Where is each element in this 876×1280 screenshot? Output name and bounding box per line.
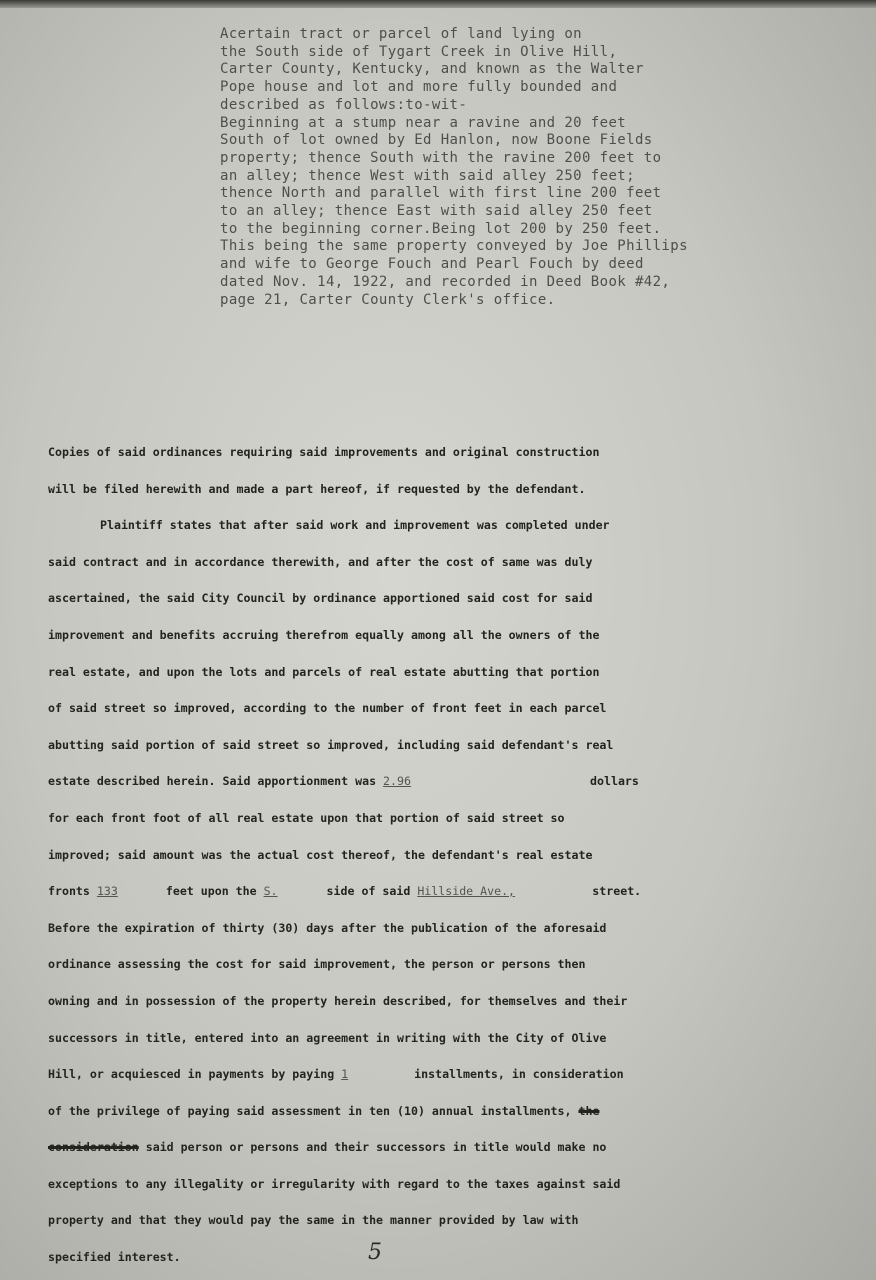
legal-line: and wife to George Fouch and Pearl Fouch by deed [220,256,644,273]
body-line [48,1129,838,1166]
body-line: specified interest. [48,1250,181,1265]
page-top-edge [0,0,876,8]
body-line: will be filed herewith and made a part hereof, if requested by the defendant. [48,481,586,496]
legal-description-block [220,26,820,309]
legal-line: to an alley; thence East with said alley 250 feet [220,203,653,220]
legal-line: the South side of Tygart Creek in Olive Hill, [220,43,618,60]
legal-line: Beginning at a stump near a ravine and 20 feet [220,114,627,131]
page-number: 5 [368,1240,382,1265]
body-line: Plaintiff states that after said work and improvement was completed under [100,518,610,533]
legal-line: property; thence South with the ravine 200 feet to [220,149,662,166]
petition-body-text [48,434,838,1276]
body-line [48,763,838,800]
body-text: side of said [319,884,418,899]
street-name-field: Hillside Ave., [417,884,516,899]
front-feet-field: 133 [96,884,118,899]
body-line: real estate, and upon the lots and parcels of real estate abutting that portion [48,664,600,679]
apportionment-amount-field: 2.96 [383,774,411,789]
legal-line: dated Nov. 14, 1922, and recorded in Deed Book #42, [220,273,671,290]
legal-line: South of lot owned by Ed Hanlon, now Boone Fields [220,132,653,149]
body-text: installments, in consideration [407,1067,624,1082]
body-line: ordinance assessing the cost for said improvement, the person or persons then [48,957,586,972]
body-text: of the privilege of paying said assessment in ten (10) annual installments, [48,1103,579,1118]
legal-line: to the beginning corner.Being lot 200 by 250 feet. [220,220,662,237]
legal-line: described as follows:to-wit- [220,96,468,113]
body-line: of said street so improved, according to the number of front feet in each parcel [48,701,607,716]
struck-word: the [578,1103,600,1118]
legal-line: thence North and parallel with first line 200 feet [220,185,662,202]
body-line: said contract and in accordance therewith, and after the cost of same was duly [48,554,593,569]
body-text: Hill, or acquiesced in payments by paying [48,1067,342,1082]
body-text: said person or persons and their successors in title would make no [138,1140,607,1155]
body-line: improvement and benefits accruing therefrom equally among all the owners of the [48,627,600,642]
body-line [48,1056,838,1093]
installments-count-field: 1 [341,1067,349,1082]
body-line: improved; said amount was the actual cost thereof, the defendant's real estate [48,847,593,862]
body-text: street. [585,884,642,899]
body-line [48,1093,838,1130]
legal-line: Acertain tract or parcel of land lying on [220,26,582,42]
legal-line: Pope house and lot and more fully bounded and [220,79,618,96]
body-text: feet upon the [158,884,264,899]
street-side-field: S. [263,884,278,899]
body-line: exceptions to any illegality or irregularity with regard to the taxes against said [48,1176,621,1191]
legal-line: Carter County, Kentucky, and known as the Walter [220,61,644,78]
body-line: for each front foot of all real estate upon that portion of said street so [48,810,565,825]
body-text: fronts [48,884,97,899]
body-line: ascertained, the said City Council by ordinance apportioned said cost for said [48,591,593,606]
body-text: dollars [583,774,639,789]
body-line: Copies of said ordinances requiring said improvements and original construction [48,445,600,459]
body-line: abutting said portion of said street so improved, including said defendant's real [48,737,614,752]
legal-line: an alley; thence West with said alley 250 feet; [220,167,635,184]
body-text: estate described herein. Said apportionment was [48,774,384,789]
legal-line: page 21, Carter County Clerk's office. [220,291,556,308]
body-line: Before the expiration of thirty (30) days after the publication of the aforesaid [48,920,607,935]
body-line: owning and in possession of the property herein described, for themselves and their [48,993,628,1008]
legal-line: This being the same property conveyed by Joe Phillips [220,238,688,255]
struck-word: consideration [48,1140,139,1155]
body-line: successors in title, entered into an agreement in writing with the City of Olive [48,1030,607,1045]
body-line: property and that they would pay the same in the manner provided by law with [48,1213,579,1228]
body-line [48,873,838,910]
